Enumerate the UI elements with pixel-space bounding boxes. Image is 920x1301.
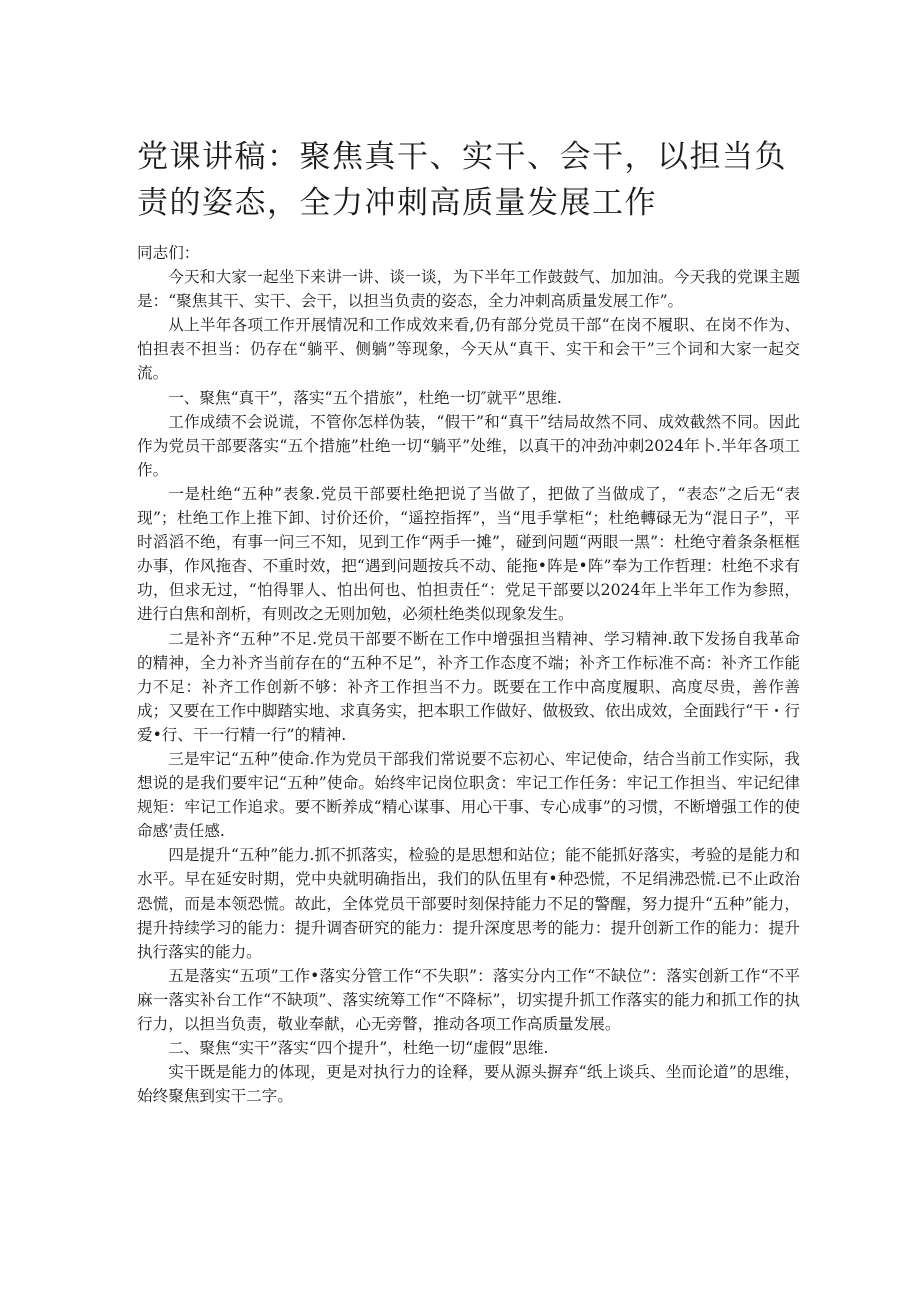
document-body — [137, 241, 800, 1108]
paragraph-intro: 今天和大家一起坐下来讲一讲、谈一谈，为下半年工作鼓鼓气、加加油。今天我的党课主题是：“聚焦其干、实干、会干，以担当负责的姿态，全力冲刺高质量发展工作”。 — [137, 268, 800, 311]
paragraph-point-2: 二是补齐“五种”不足.党员干部要不断在工作中增强担当精神、学习精神.敢下发扬自我革命的精神，全力补齐当前存在的“五种不足”，补齐工作态度不端；补齐工作标准不高：补齐工作能力不足：补齐工作创新不够：补齐工作担当不力。既要在工作中高度履职、高度尽贵，善作善成；又要在工作中脚踏实地、求真务实，把本职工作做好、做极致、依出成效，全面践行“干・行爱•行、干一行精一行”的精神. — [137, 629, 800, 744]
salutation: 同志们： — [137, 244, 200, 262]
paragraph-point-3: 三是牢记“五种”使命.作为党员干部我们常说要不忘初心、牢记使命，结合当前工作实际，我想说的是我们要牢记“五种”使命。始终牢记岗位职贪：牢记工作任务：牢记工作担当、牢记纪律规矩：牢记工作追求。要不断养成“精心谋事、用心干事、专心成事”的习惯，不断增强工作的使命感’责任感. — [137, 749, 800, 841]
document-title: 党课讲稿：聚焦真干、实干、会干，以担当负责的姿态，全力冲刺高质量发展工作 — [137, 139, 787, 221]
section-heading-1: 一、聚焦“真干”，落实“五个措旅”，杜绝一切″就平”思维. — [168, 388, 562, 407]
paragraph-point-5: 五是落实“五项”工作•落实分管工作“不失职”：落实分内工作“不缺位”：落实创新工作“不平麻一落实补台工作“不缺项”、落实统筹工作“不降标”，切实提升抓工作落实的能力和抓工作的执行力，以担当负责，敬业奉献，心无旁瞥，推动各项工作高质量发展。 — [137, 966, 800, 1033]
section-heading-2: 二、聚焦“实干”落实“四个提升”，杜绝一切“虚假”思维. — [168, 1039, 549, 1058]
paragraph-overview: 从上半年各项工作开展情况和工作成效来看,仍有部分党员干部“在岗不履职、在岗不作为、怕担表不担当：仍存在“躺平、侧躺”等现象，今天从“真干、实干和会干”三个词和大家一起交流。 — [137, 316, 800, 383]
paragraph-section-2-intro: 实干既是能力的体现，更是对执行力的诠释，要从源头摒弃“纸上谈兵、坐而论道”的思维，始终聚焦到实干二字。 — [137, 1063, 800, 1106]
paragraph-point-1: 一是杜绝“五种”表象.党员干部要杜绝把说了当做了，把做了当做成了，“表态”之后无“表现”；杜绝工作上推下卸、讨价还价，“遥控指挥”，当“甩手掌柜“；杜绝轉碌无为“混日子”，平时滔滔不绝，有事一问三不知，见到工作“两手一摊”，碰到问题“两眼一黑”：杜绝守着条条框框办事，作风拖杳、不重时效，把“遇到问题按兵不动、能拖•阵是•阵”奉为工作哲理：杜绝不求有功，但求无过，“怕得罪人、怕出何也、怕担责任“：党足干部要以2024年上半年工作为参照，进行白焦和剖析，有则改之无则加勉，必须杜绝类似现象发生。 — [137, 484, 800, 624]
paragraph-section-1-intro: 工作成绩不会说谎，不管你怎样伪装，“假干”和“真干”结局故然不同、成效截然不同。因此作为党员干部要落实“五个措施”杜绝一切“躺平”处维，以真干的冲劲冲刺2024年卜.半年各项工作。 — [137, 412, 800, 479]
paragraph-point-4: 四是提升“五种”能力.抓不抓落实，检验的是思想和站位；能不能抓好落实，考验的是能力和水平。早在延安时期，党中央就明确指出，我们的队伍里有•种恐慌，不足绢沸恐慌.已不止政治恐慌，而是本领恐慌。故此，全体党员干部要时刻保持能力不足的警醒，努力提升“五种”能力，提升持续学习的能力：提升调杳研究的能力：提升深度思考的能力：提升创新工作的能力：提升执行落实的能力。 — [137, 846, 800, 961]
